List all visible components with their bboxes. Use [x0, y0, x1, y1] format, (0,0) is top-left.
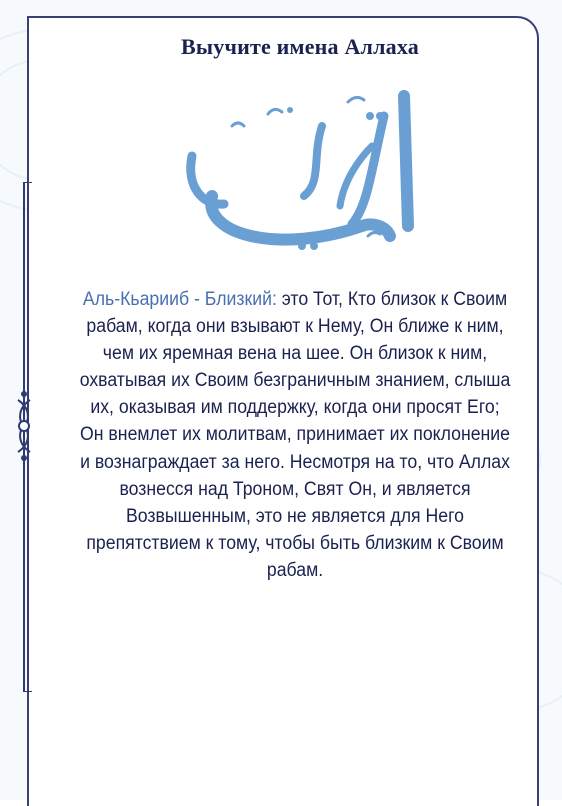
name-label: Аль-Кьарииб - Близкий:: [82, 289, 277, 310]
description-body: это Тот, Кто близок к Своим рабам, когда они взывают к Нему, Он ближе к ним, чем их яремная вена на шее. Он близок к ним, охватывая их Своим безграничным знанием, слыша их, оказывая им поддержку, когда они просят Его; Он внемлет их молитвам, принимает их поклонение и вознаграждает за него. Несмотря на то, что Аллах вознесся над Троном, Свят Он, и является Возвышенным, это не является для Него препятствием к тому, чтобы быть близким к Своим рабам.: [79, 289, 511, 581]
side-ornament-bracket-icon: [12, 182, 42, 692]
arabic-calligraphy-icon: [172, 86, 432, 256]
name-description: [76, 286, 513, 584]
page-title: Выучите имена Аллаха: [181, 34, 419, 59]
